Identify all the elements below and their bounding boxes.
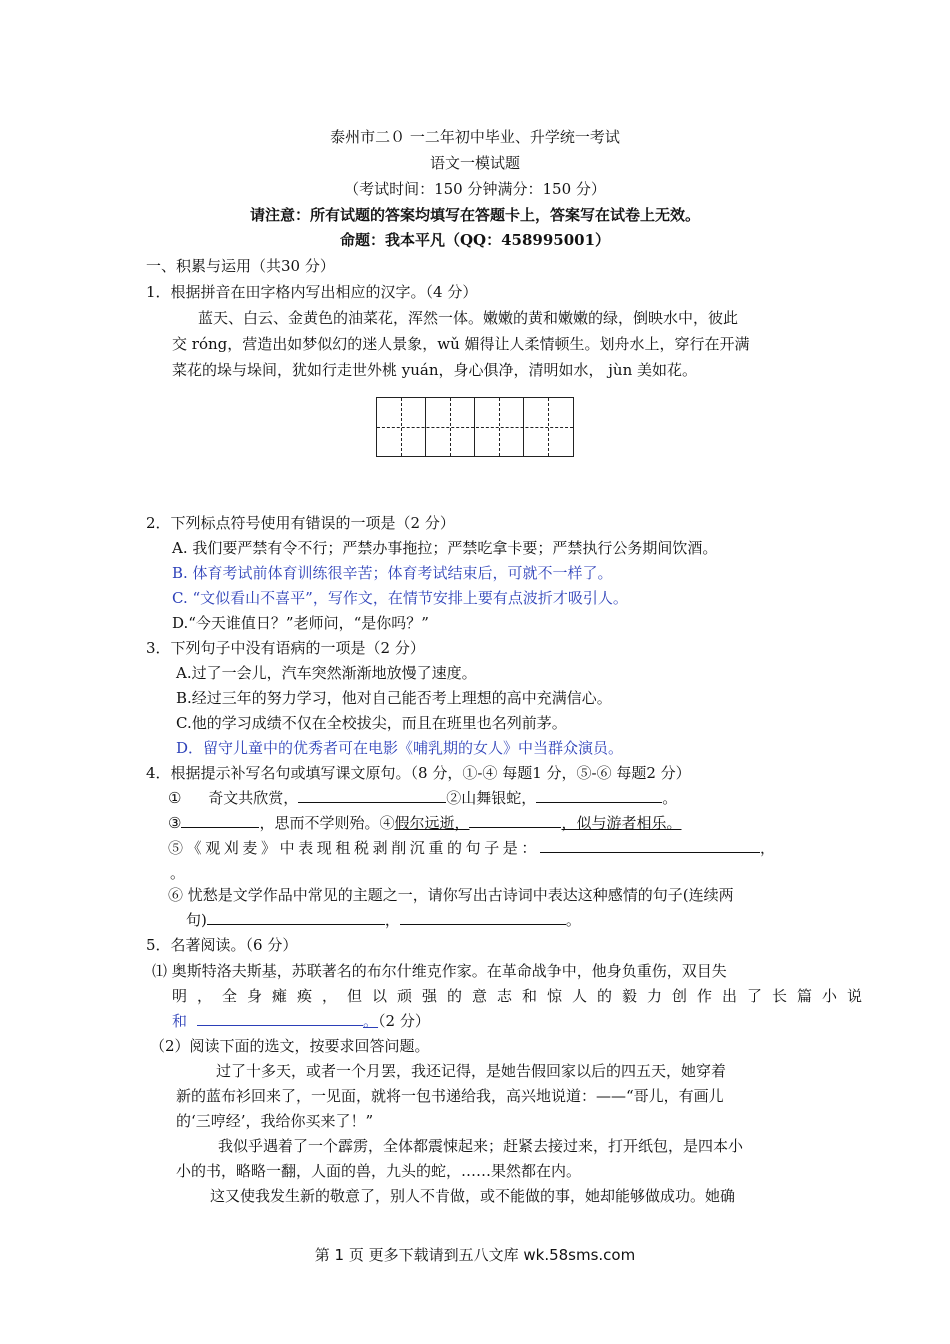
q4-item-1-blank[interactable] [298,788,446,803]
exam-info: （考试时间：150 分钟满分：150 分） [344,180,606,198]
reading-p1-line-2: 新的蓝布衫回来了，一见面，就将一包书递给我，高兴地说道：——“哥儿，有画儿 [176,1087,724,1105]
q5-part1-and: 和 [172,1012,188,1030]
section-heading: 一、积累与运用（共30 分） [146,257,335,275]
q4-prompt: 4．根据提示补写名句或填写课文原句。（8 分，①-④ 每题1 分，⑤-⑥ 每题2 分） [146,764,691,782]
notice: 请注意：所有试题的答案均填写在答题卡上，答案写在试卷上无效。 [249,206,700,224]
q3-option-b: B.经过三年的努力学习，他对自己能否考上理想的高中充满信心。 [176,689,612,707]
q3-option-a: A.过了一会儿，汽车突然渐渐地放慢了速度。 [176,664,477,682]
reading-p2-line-1: 我似乎遇着了一个霹雳，全体都震悚起来；赶紧去接过来，打开纸包，是四本小 [218,1137,744,1155]
cell-divider [450,398,451,456]
q4-item-5-blank[interactable] [540,838,760,853]
q5-part1-line-1: ⑴ 奥斯特洛夫斯基，苏联著名的布尔什维克作家。在革命战争中，他身负重伤，双目失 [152,962,727,980]
reading-p2-line-2: 小的书，略略一翻，人面的兽，九头的蛇，……果然都在内。 [176,1162,582,1180]
q5-part1-line-3 [172,1011,430,1031]
grid-cell[interactable] [426,398,475,456]
reading-p1-line-3: 的‘三哼经’，我给你买来了！” [176,1112,374,1130]
q4-item-5-period: 。 [170,864,186,882]
q4-item-6-blank-2[interactable] [400,910,566,925]
q1-para-line-3: 菜花的垛与垛间，犹如行走世外桃 yuán，身心俱净，清明如水， jùn 美如花。 [172,361,698,379]
q3-option-c: C.他的学习成绩不仅在全校拔尖，而且在班里也名列前茅。 [176,714,567,732]
tianzige-grid[interactable] [376,397,574,457]
q4-item-3-blank[interactable] [181,813,259,828]
q4-item-1-number: ① [168,789,182,807]
q4-item-2-blank[interactable] [536,788,662,803]
q3-option-d: D．留守儿童中的优秀者可在电影《哺乳期的女人》中当群众演员。 [176,739,624,757]
q4-item-6-period: 。 [565,911,581,929]
q4-item-3-4 [168,813,682,833]
cell-divider [401,398,402,456]
q4-item-6-comma: ， [384,911,400,929]
q5-part2-prompt: （2）阅读下面的选文，按要求回答问题。 [150,1037,430,1055]
q2-option-c: C. “文似看山不喜平”，写作文，在情节安排上要有点波折才吸引人。 [172,589,628,607]
q4-item-6-line-1: ⑥ 忧愁是文学作品中常见的主题之一，请你写出古诗词中表达这种感情的句子(连续两 [168,886,734,904]
q4-item-5-comma: ， [760,839,776,857]
q5-part1-score: （2 分） [378,1012,430,1030]
exam-subtitle: 语文一模试题 [429,154,520,172]
q5-part1-period: 。 [363,1012,379,1030]
q5-part1-blank[interactable] [197,1011,363,1026]
q3-prompt: 3．下列句子中没有语病的一项是（2 分） [146,639,425,657]
q1-para-line-1: 蓝天、白云、金黄色的油菜花，浑然一体。嫩嫩的黄和嫩嫩的绿，倒映水中，彼此 [198,309,739,327]
q4-item-1-2 [168,788,677,808]
cell-divider [499,398,500,456]
q1-para-line-2: 交 róng，营造出如梦似幻的迷人景象，wǔ 媚得让人柔情顿生。划舟水上，穿行在开满 [172,335,750,353]
author-line: 命题：我本平凡（QQ：458995001） [339,231,611,249]
q5-part1-line-2: 明，全身瘫痪，但以顽强的意志和惊人的毅力创作出了长篇小说 [172,987,873,1005]
q2-option-d: D.“今天谁值日？”老师问，“是你吗？” [172,614,429,632]
q4-item-5-text: ⑤《观刈麦》中表现租税剥削沉重的句子是： [168,839,541,857]
q2-option-a: A. 我们要严禁有令不行；严禁办事拖拉；严禁吃拿卡要；严禁执行公务期间饮酒。 [172,539,718,557]
q4-item-2-period: 。 [662,789,678,807]
q4-item-4-text: 假尔远逝， [394,814,470,832]
q4-item-2-text: ②山舞银蛇， [446,789,537,807]
q4-item-3-number: ③ [168,814,182,832]
q4-item-6-line-2 [186,910,581,930]
grid-cell[interactable] [475,398,524,456]
q4-item-6-blank-1[interactable] [207,910,385,925]
q5-prompt: 5．名著阅读。（6 分） [146,936,298,954]
q4-item-5 [168,838,775,858]
q4-item-1-text: 奇文共欣赏， [208,789,299,807]
cell-divider [548,398,549,456]
grid-cell[interactable] [377,398,426,456]
grid-cell[interactable] [524,398,573,456]
q4-item-4-blank[interactable] [469,813,561,828]
exam-title: 泰州市二０ 一二年初中毕业、升学统一考试 [330,128,620,146]
q2-option-b: B. 体育考试前体育训练很辛苦；体育考试结束后，可就不一样了。 [172,564,613,582]
q2-prompt: 2．下列标点符号使用有错误的一项是（2 分） [146,514,455,532]
q4-item-6-label: 句) [186,911,207,929]
page-footer: 第 1 页 更多下载请到五八文库 wk.58sms.com [314,1246,636,1264]
q1-prompt: 1．根据拼音在田字格内写出相应的汉字。（4 分） [146,283,478,301]
reading-p3-line-1: 这又使我发生新的敬意了，别人不肯做，或不能做的事，她却能够做成功。她确 [210,1187,736,1205]
q4-item-3-text: ，思而不学则殆。④ [259,814,395,832]
reading-p1-line-1: 过了十多天，或者一个月罢，我还记得，是她告假回家以后的四五天，她穿着 [216,1062,727,1080]
q4-item-4-end: ，似与游者相乐。 [561,814,682,832]
